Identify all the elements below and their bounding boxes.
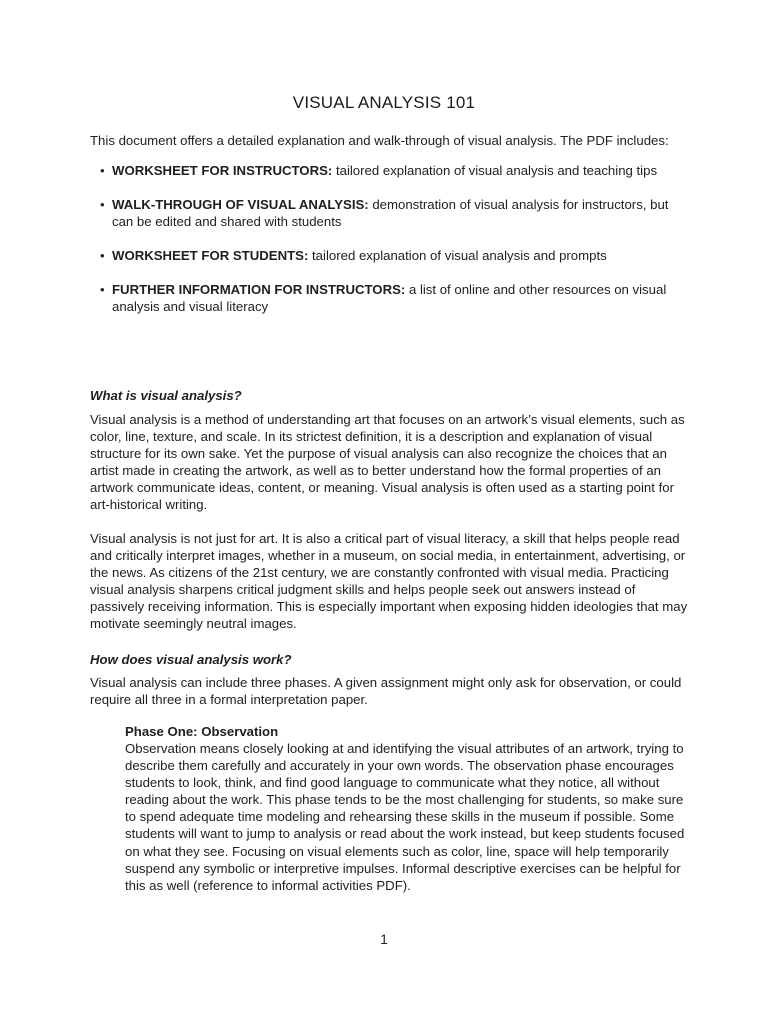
intro-paragraph: This document offers a detailed explanation and walk-through of visual analysis. The PDF includes: [90,133,669,148]
paragraph-definition: Visual analysis is a method of understanding art that focuses on an artwork’s visual elements, such as color, line, texture, and scale. In its strictest definition, it is a description and explanation of visual structure for its own sake. Yet the purpose of visual analysis can also recognize the choices that an artist made in creating the artwork, as well as to better understand how the formal properties of an artwork communicate ideas, content, or meaning. Visual analysis is often used as a starting point for art-historical writing. [90,412,685,512]
list-item [100,247,690,264]
bullet-icon: • [100,282,105,297]
page-number: 1 [380,932,388,947]
bullet-icon: • [100,248,105,263]
list-item [100,196,690,230]
contents-list [100,162,690,332]
bullet-label: WALK-THROUGH OF VISUAL ANALYSIS: [112,197,369,212]
bullet-text: tailored explanation of visual analysis and prompts [308,248,607,263]
question-heading-what: What is visual analysis? [90,388,242,403]
list-item [100,162,690,179]
document-title: VISUAL ANALYSIS 101 [292,93,476,112]
bullet-label: WORKSHEET FOR STUDENTS: [112,248,309,263]
bullet-text: a list of online and other resources on visual analysis and visual literacy [112,282,667,314]
bullet-text: demonstration of visual analysis for instructors, but can be edited and shared with students [112,197,669,229]
question-heading-how: How does visual analysis work? [90,652,292,667]
paragraph-visual-literacy: Visual analysis is not just for art. It is also a critical part of visual literacy, a skill that helps people read and critically interpret images, whether in a museum, on social media, in entertainment, advertising, or the news. As citizens of the 21st century, we are constantly confronted with visual media. Practicing visual analysis sharpens critical judgment skills and helps people seek out answers instead of passively receiving information. This is especially important when exposing hidden ideologies that may motivate seemingly neutral images. [90,531,688,631]
phase-one-title: Phase One: Observation [125,724,279,739]
paragraph-phases: Visual analysis can include three phases. A given assignment might only ask for observation, or could require all three in a formal interpretation paper. [90,675,682,707]
bullet-icon: • [100,197,105,212]
phase-one-body: Observation means closely looking at and identifying the visual attributes of an artwork, trying to describe them carefully and accurately in your own words. The observation phase encourages students to look, think, and find good language to communicate what they notice, all without reading about the work. This phase tends to be the most challenging for students, so make sure to spend adequate time modeling and rehearsing these skills in the museum if possible. Some students will want to jump to analysis or read about the work instead, but keep students focused on what they see. Focusing on visual elements such as color, line, space will help temporarily suspend any symbolic or interpretive impulses. Informal descriptive exercises can be helpful for this as well (reference to informal activities PDF). [125,741,685,893]
bullet-label: WORKSHEET FOR INSTRUCTORS: [112,163,333,178]
phase-one-block [125,723,695,894]
list-item [100,281,690,315]
bullet-label: FURTHER INFORMATION FOR INSTRUCTORS: [112,282,406,297]
bullet-icon: • [100,163,105,178]
bullet-text: tailored explanation of visual analysis and teaching tips [332,163,658,178]
